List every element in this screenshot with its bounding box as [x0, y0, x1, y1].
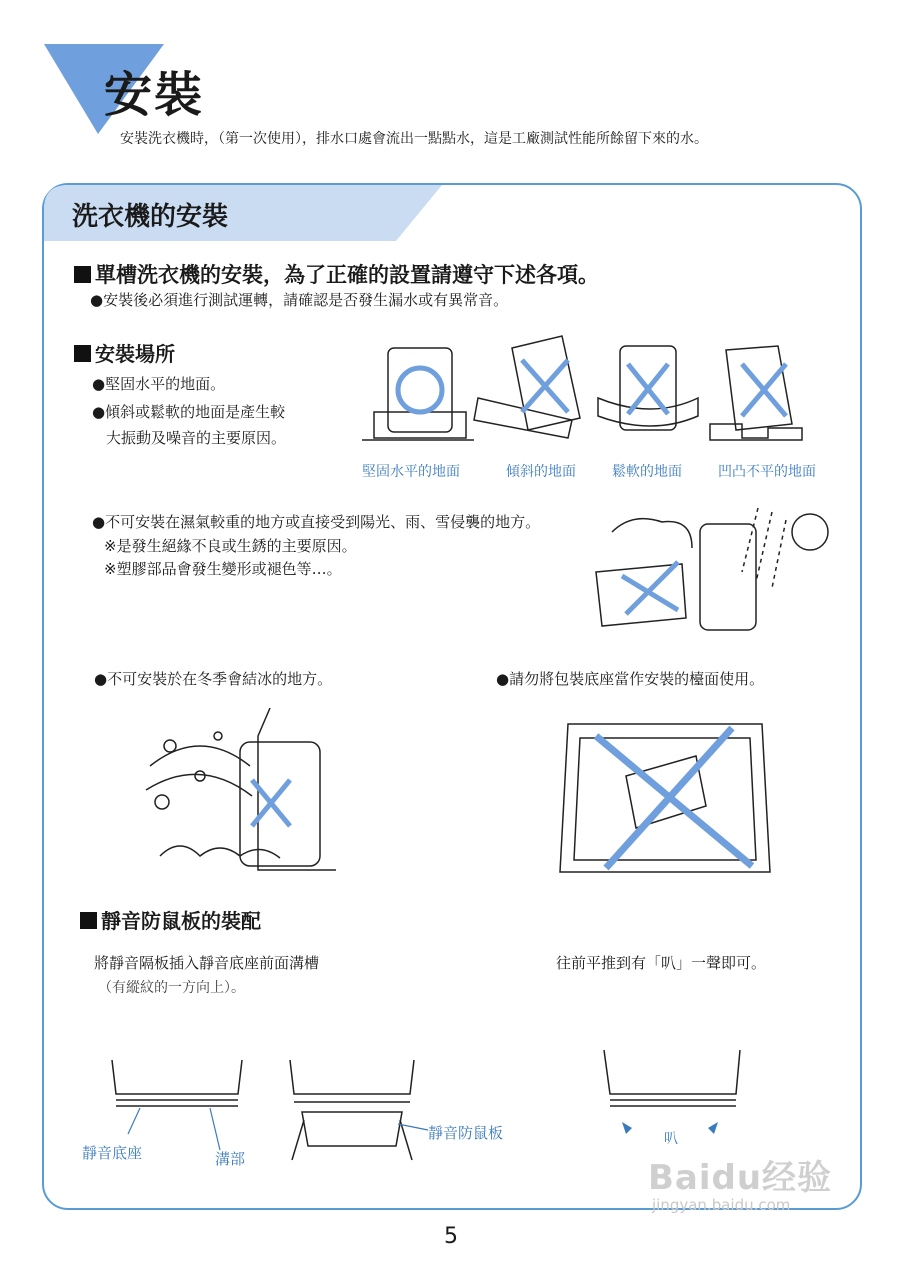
location-bullet-2-cont: 大振動及噪音的主要原因。: [106, 429, 287, 447]
packing-bullet: ●請勿將包裝底座當作安裝的檯面使用。: [496, 670, 765, 688]
page-title: 安裝: [104, 67, 205, 123]
location-bullet-1: ●堅固水平的地面。: [92, 375, 226, 393]
watermark-logo: Baidu经验: [648, 1158, 833, 1198]
label-groove: 溝部: [215, 1150, 246, 1168]
step1-line1: 將靜音隔板插入靜音底座前面溝槽: [94, 954, 320, 972]
page-number: 5: [444, 1224, 458, 1249]
humid-sun-illustration: [582, 492, 842, 642]
mouse-plate-heading: 靜音防鼠板的裝配: [80, 905, 261, 934]
caption-tilted: 傾斜的地面: [506, 464, 576, 480]
caption-level: 堅固水平的地面: [362, 464, 460, 480]
winter-illustration: [140, 706, 370, 886]
section-title: 洗衣機的安裝: [72, 202, 229, 232]
caption-soft: 鬆軟的地面: [612, 464, 682, 480]
packing-base-illustration: [556, 716, 776, 886]
winter-bullet: ●不可安裝於在冬季會結冰的地方。: [94, 670, 333, 688]
section-heading: 單槽洗衣機的安裝，為了正確的設置請遵守下述各項。: [74, 259, 599, 289]
step1-line2: （有縱紋的一方向上）。: [98, 980, 245, 996]
location-heading: 安裝場所: [74, 338, 175, 367]
label-base: 靜音底座: [82, 1144, 143, 1162]
washer-illustrations: [362, 328, 842, 448]
step2-text: 往前平推到有「叭」一聲即可。: [556, 954, 767, 972]
humid-bullet: ●不可安裝在濕氣較重的地方或直接受到陽光、雨、雪侵襲的地方。: [92, 513, 541, 531]
location-bullet-2: ●傾斜或鬆軟的地面是產生較: [92, 403, 286, 421]
caption-uneven: 凹凸不平的地面: [718, 464, 816, 480]
humid-note-2: ※塑膠部品會發生變形或褪色等…。: [104, 560, 342, 578]
circle-ok-mark: [398, 368, 442, 412]
humid-note-1: ※是發生絕緣不良或生銹的主要原因。: [104, 537, 357, 555]
sun-icon: [792, 514, 828, 550]
mouse-plate-diagrams: [80, 1050, 740, 1170]
intro-text: 安裝洗衣機時，（第一次使用），排水口處會流出一點點水，這是工廠測試性能所餘留下來的水。: [120, 131, 708, 147]
label-plate: 靜音防鼠板: [428, 1124, 504, 1142]
watermark-url: jingyan.baidu.com: [652, 1196, 791, 1214]
label-click: 叭: [664, 1131, 678, 1147]
section-note: ●安裝後必須進行測試運轉，請確認是否發生漏水或有異常音。: [90, 291, 509, 309]
